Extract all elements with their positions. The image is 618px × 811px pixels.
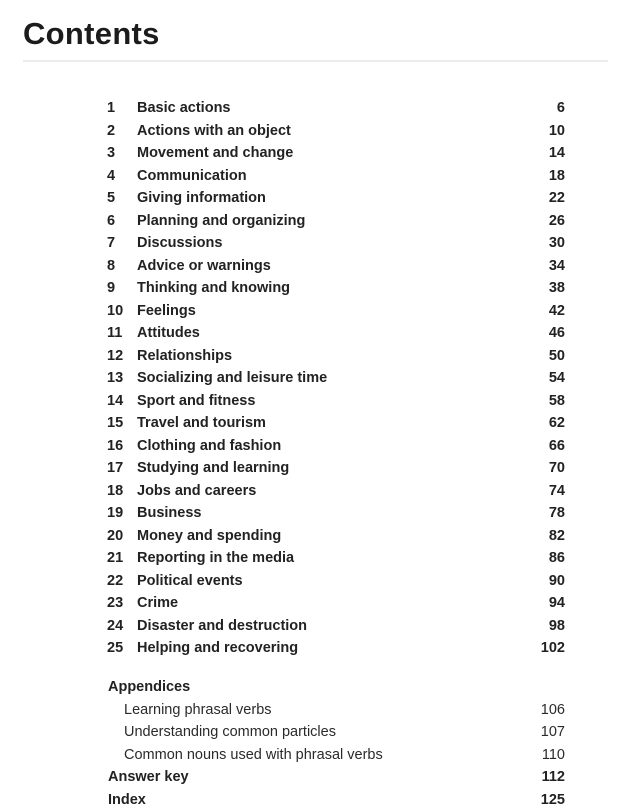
answer-key-row[interactable] xyxy=(0,766,618,789)
unit-number: 5 xyxy=(107,187,135,210)
toc-row[interactable] xyxy=(0,277,618,300)
unit-title: Business xyxy=(137,502,201,525)
toc-row[interactable] xyxy=(0,592,618,615)
unit-number: 22 xyxy=(107,570,135,593)
unit-title: Money and spending xyxy=(137,525,281,548)
toc-row[interactable] xyxy=(0,97,618,120)
unit-page: 62 xyxy=(549,412,565,435)
appendix-row[interactable] xyxy=(0,721,618,744)
unit-number: 20 xyxy=(107,525,135,548)
unit-page: 102 xyxy=(541,637,565,660)
appendix-page: 110 xyxy=(542,744,565,767)
unit-title: Feelings xyxy=(137,300,196,323)
toc-row[interactable] xyxy=(0,390,618,413)
unit-page: 26 xyxy=(549,210,565,233)
unit-title: Clothing and fashion xyxy=(137,435,281,458)
toc-row[interactable] xyxy=(0,300,618,323)
unit-number: 9 xyxy=(107,277,135,300)
unit-title: Basic actions xyxy=(137,97,231,120)
unit-number: 2 xyxy=(107,120,135,143)
unit-number: 11 xyxy=(107,322,135,345)
appendix-page: 107 xyxy=(541,721,565,744)
toc-row[interactable] xyxy=(0,637,618,660)
unit-title: Political events xyxy=(137,570,243,593)
unit-title: Helping and recovering xyxy=(137,637,298,660)
unit-page: 38 xyxy=(549,277,565,300)
index-page: 125 xyxy=(541,789,565,811)
toc-row[interactable] xyxy=(0,210,618,233)
unit-title: Studying and learning xyxy=(137,457,289,480)
appendix-title: Learning phrasal verbs xyxy=(124,699,272,722)
toc-row[interactable] xyxy=(0,615,618,638)
unit-page: 90 xyxy=(549,570,565,593)
unit-title: Giving information xyxy=(137,187,266,210)
unit-number: 24 xyxy=(107,615,135,638)
unit-number: 14 xyxy=(107,390,135,413)
unit-page: 22 xyxy=(549,187,565,210)
unit-number: 10 xyxy=(107,300,135,323)
unit-title: Relationships xyxy=(137,345,232,368)
unit-number: 21 xyxy=(107,547,135,570)
appendix-title: Understanding common particles xyxy=(124,721,336,744)
toc-row[interactable] xyxy=(0,435,618,458)
unit-title: Reporting in the media xyxy=(137,547,294,570)
toc-row[interactable] xyxy=(0,525,618,548)
toc-row[interactable] xyxy=(0,187,618,210)
unit-number: 19 xyxy=(107,502,135,525)
unit-title: Movement and change xyxy=(137,142,293,165)
toc-row[interactable] xyxy=(0,165,618,188)
unit-number: 8 xyxy=(107,255,135,278)
unit-title: Attitudes xyxy=(137,322,200,345)
toc-row[interactable] xyxy=(0,142,618,165)
appendix-page: 106 xyxy=(541,699,565,722)
unit-title: Jobs and careers xyxy=(137,480,256,503)
appendix-row[interactable] xyxy=(0,699,618,722)
unit-number: 7 xyxy=(107,232,135,255)
unit-title: Actions with an object xyxy=(137,120,291,143)
unit-page: 50 xyxy=(549,345,565,368)
unit-page: 82 xyxy=(549,525,565,548)
appendix-row[interactable] xyxy=(0,744,618,767)
appendices-heading: Appendices xyxy=(0,676,618,699)
unit-title: Crime xyxy=(137,592,178,615)
unit-number: 23 xyxy=(107,592,135,615)
unit-page: 66 xyxy=(549,435,565,458)
unit-number: 15 xyxy=(107,412,135,435)
unit-page: 42 xyxy=(549,300,565,323)
answer-key-page: 112 xyxy=(542,766,565,789)
unit-number: 6 xyxy=(107,210,135,233)
unit-number: 12 xyxy=(107,345,135,368)
unit-number: 3 xyxy=(107,142,135,165)
unit-page: 34 xyxy=(549,255,565,278)
toc-row[interactable] xyxy=(0,232,618,255)
toc-row[interactable] xyxy=(0,457,618,480)
unit-page: 30 xyxy=(549,232,565,255)
appendix-title: Common nouns used with phrasal verbs xyxy=(124,744,383,767)
answer-key-title: Answer key xyxy=(108,766,189,789)
index-title: Index xyxy=(108,789,146,811)
unit-page: 98 xyxy=(549,615,565,638)
unit-number: 25 xyxy=(107,637,135,660)
unit-title: Socializing and leisure time xyxy=(137,367,327,390)
toc-row[interactable] xyxy=(0,345,618,368)
unit-page: 54 xyxy=(549,367,565,390)
unit-page: 46 xyxy=(549,322,565,345)
unit-title: Travel and tourism xyxy=(137,412,266,435)
page-title: Contents xyxy=(23,16,160,52)
unit-page: 58 xyxy=(549,390,565,413)
toc-row[interactable] xyxy=(0,255,618,278)
unit-number: 16 xyxy=(107,435,135,458)
unit-number: 18 xyxy=(107,480,135,503)
toc-row[interactable] xyxy=(0,367,618,390)
unit-title: Thinking and knowing xyxy=(137,277,290,300)
index-row[interactable] xyxy=(0,789,618,811)
unit-number: 1 xyxy=(107,97,135,120)
toc-row[interactable] xyxy=(0,502,618,525)
unit-title: Communication xyxy=(137,165,247,188)
unit-page: 78 xyxy=(549,502,565,525)
unit-page: 86 xyxy=(549,547,565,570)
toc-row[interactable] xyxy=(0,547,618,570)
toc-row[interactable] xyxy=(0,120,618,143)
contents-list xyxy=(0,97,618,660)
unit-title: Sport and fitness xyxy=(137,390,255,413)
unit-page: 10 xyxy=(549,120,565,143)
unit-title: Discussions xyxy=(137,232,222,255)
unit-title: Planning and organizing xyxy=(137,210,305,233)
unit-page: 14 xyxy=(549,142,565,165)
unit-number: 13 xyxy=(107,367,135,390)
unit-page: 70 xyxy=(549,457,565,480)
unit-number: 17 xyxy=(107,457,135,480)
unit-page: 6 xyxy=(557,97,565,120)
unit-title: Advice or warnings xyxy=(137,255,271,278)
title-divider xyxy=(23,60,608,62)
toc-row[interactable] xyxy=(0,322,618,345)
unit-page: 74 xyxy=(549,480,565,503)
toc-row[interactable] xyxy=(0,412,618,435)
unit-page: 18 xyxy=(549,165,565,188)
unit-page: 94 xyxy=(549,592,565,615)
unit-title: Disaster and destruction xyxy=(137,615,307,638)
appendices-section xyxy=(0,676,618,811)
unit-number: 4 xyxy=(107,165,135,188)
toc-row[interactable] xyxy=(0,570,618,593)
toc-row[interactable] xyxy=(0,480,618,503)
